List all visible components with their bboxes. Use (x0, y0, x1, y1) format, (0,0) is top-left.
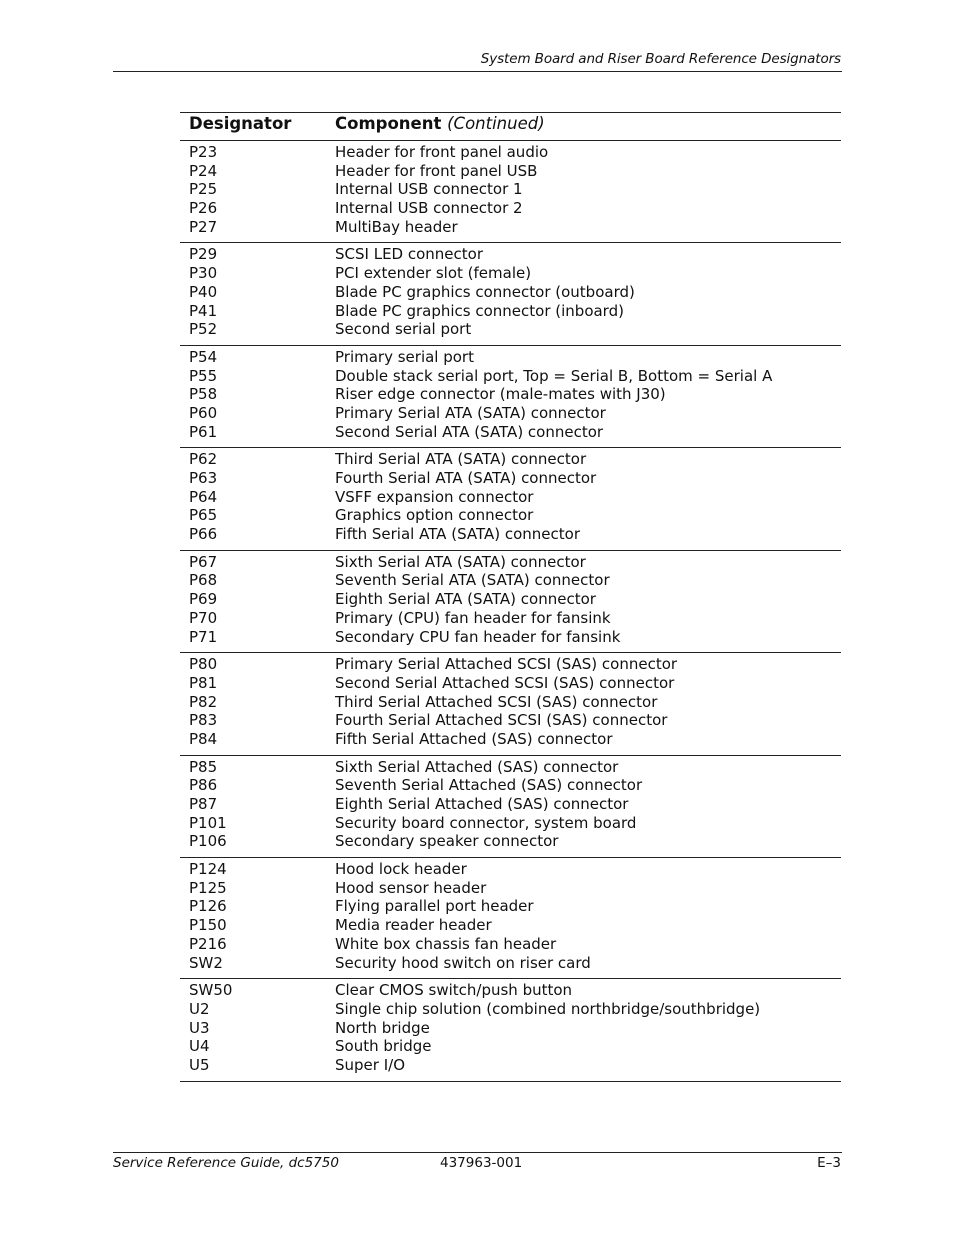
component-cell: Blade PC graphics connector (inboard) (335, 301, 624, 320)
component-cell: Blade PC graphics connector (outboard) (335, 282, 635, 301)
column-header-component-label: Component (335, 114, 442, 133)
designator-cell: P70 (189, 608, 218, 627)
table-row (180, 776, 841, 795)
component-cell: Primary (CPU) fan header for fansink (335, 608, 611, 627)
running-header: System Board and Riser Board Reference Designators (480, 51, 841, 67)
table-header (180, 112, 841, 141)
designator-cell: P86 (189, 776, 218, 795)
table-row (180, 571, 841, 590)
designator-cell: P101 (189, 813, 227, 832)
footer-page-number: E–3 (817, 1155, 841, 1171)
table-row (180, 180, 841, 199)
component-cell: Flying parallel port header (335, 897, 534, 916)
table-row (180, 1019, 841, 1038)
component-cell: Security board connector, system board (335, 813, 637, 832)
table-row (180, 162, 841, 181)
designator-cell: P85 (189, 757, 218, 776)
component-cell: Clear CMOS switch/push button (335, 981, 573, 1000)
designator-cell: P67 (189, 552, 218, 571)
component-cell: Header for front panel audio (335, 143, 549, 161)
table-row (180, 730, 841, 749)
designator-cell: P71 (189, 627, 218, 646)
designator-cell: U5 (189, 1055, 210, 1074)
designator-cell: P41 (189, 301, 218, 320)
component-cell: Second Serial Attached SCSI (SAS) connector (335, 673, 675, 692)
designator-cell: P66 (189, 525, 218, 544)
designator-cell: P54 (189, 347, 218, 366)
designator-cell: P87 (189, 795, 218, 813)
component-cell: North bridge (335, 1018, 430, 1037)
component-cell: PCI extender slot (female) (335, 264, 532, 283)
designator-cell: P26 (189, 199, 218, 218)
component-cell: Secondary CPU fan header for fansink (335, 627, 621, 646)
designator-cell: P55 (189, 366, 218, 385)
component-cell: SCSI LED connector (335, 245, 484, 264)
table-row (180, 590, 841, 609)
component-cell: Internal USB connector 2 (335, 199, 523, 218)
table-row-group (180, 141, 841, 243)
table-row-group (180, 979, 841, 1081)
table-row (180, 832, 841, 851)
footer-part-number: 437963-001 (440, 1155, 523, 1171)
table-row (180, 879, 841, 898)
table-row-group (180, 243, 841, 345)
table-row (180, 655, 841, 674)
designator-cell: P80 (189, 655, 218, 674)
designator-cell: P63 (189, 469, 218, 487)
component-cell: Sixth Serial ATA (SATA) connector (335, 552, 586, 571)
component-cell: Seventh Serial Attached (SAS) connector (335, 776, 643, 795)
component-cell: Eighth Serial Attached (SAS) connector (335, 795, 629, 813)
component-cell: VSFF expansion connector (335, 487, 534, 506)
designator-cell: P84 (189, 729, 218, 748)
designator-cell: U2 (189, 999, 210, 1018)
continued-note: (Continued) (447, 114, 545, 133)
component-cell: Secondary speaker connector (335, 832, 559, 851)
component-cell: Second serial port (335, 320, 472, 339)
footer-rule (113, 1152, 842, 1153)
component-cell: Single chip solution (combined northbridge/southbridge) (335, 999, 761, 1018)
designator-cell: SW2 (189, 953, 223, 972)
table-body (180, 141, 841, 1082)
designator-cell: P124 (189, 860, 227, 879)
designator-cell: P83 (189, 711, 218, 730)
component-cell: Primary serial port (335, 347, 474, 366)
table-row (180, 981, 841, 1000)
table-row (180, 218, 841, 237)
component-cell: Graphics option connector (335, 506, 534, 525)
component-cell: Fifth Serial Attached (SAS) connector (335, 729, 613, 748)
table-row (180, 628, 841, 647)
designator-cell: P24 (189, 161, 218, 180)
table-row (180, 1037, 841, 1056)
table-row-group (180, 551, 841, 653)
component-cell: Security hood switch on riser card (335, 953, 591, 972)
table-row (180, 199, 841, 218)
footer-guide-title: Service Reference Guide, dc5750 (113, 1155, 339, 1171)
table-row (180, 1000, 841, 1019)
designator-cell: P62 (189, 450, 218, 469)
table-row (180, 450, 841, 469)
table-row-group (180, 653, 841, 755)
table-row (180, 385, 841, 404)
designator-cell: P61 (189, 422, 218, 441)
table-row (180, 143, 841, 162)
table-row (180, 302, 841, 321)
table-row (180, 814, 841, 833)
designator-cell: SW50 (189, 981, 233, 1000)
designator-cell: P81 (189, 673, 218, 692)
designator-cell: U4 (189, 1037, 210, 1056)
table-row (180, 469, 841, 488)
table-row (180, 954, 841, 973)
table-row (180, 860, 841, 879)
component-cell: Media reader header (335, 916, 492, 935)
component-cell: Riser edge connector (male-mates with J30) (335, 385, 666, 404)
designator-table (180, 112, 841, 1082)
designator-cell: P30 (189, 264, 218, 283)
designator-cell: U3 (189, 1018, 210, 1037)
component-cell: Header for front panel USB (335, 161, 538, 180)
table-row (180, 758, 841, 777)
table-row-group (180, 346, 841, 448)
table-row-group (180, 858, 841, 979)
component-cell: White box chassis fan header (335, 934, 557, 953)
component-cell: Eighth Serial ATA (SATA) connector (335, 590, 596, 609)
table-row (180, 795, 841, 814)
header-rule (113, 71, 842, 72)
column-header-designator: Designator (189, 114, 292, 133)
designator-cell: P216 (189, 934, 227, 953)
table-row (180, 245, 841, 264)
table-row (180, 488, 841, 507)
designator-cell: P64 (189, 487, 218, 506)
table-row-group (180, 756, 841, 858)
designator-cell: P82 (189, 692, 218, 711)
designator-cell: P40 (189, 282, 218, 301)
table-row (180, 674, 841, 693)
table-row (180, 711, 841, 730)
designator-cell: P52 (189, 320, 218, 339)
table-row (180, 525, 841, 544)
component-cell: Primary Serial ATA (SATA) connector (335, 403, 606, 422)
designator-cell: P106 (189, 832, 227, 851)
designator-cell: P60 (189, 403, 218, 422)
component-cell: MultiBay header (335, 217, 458, 236)
designator-cell: P68 (189, 571, 218, 590)
component-cell: Second Serial ATA (SATA) connector (335, 422, 604, 441)
designator-cell: P125 (189, 878, 227, 897)
designator-cell: P27 (189, 217, 218, 236)
designator-cell: P150 (189, 916, 227, 935)
designator-cell: P69 (189, 590, 218, 609)
table-row (180, 423, 841, 442)
table-row (180, 283, 841, 302)
component-cell: Seventh Serial ATA (SATA) connector (335, 571, 610, 590)
component-cell: Fourth Serial Attached SCSI (SAS) connector (335, 711, 668, 730)
table-row (180, 367, 841, 386)
table-row (180, 264, 841, 283)
component-cell: Sixth Serial Attached (SAS) connector (335, 757, 619, 776)
table-row (180, 506, 841, 525)
component-cell: Third Serial Attached SCSI (SAS) connector (335, 692, 658, 711)
component-cell: Hood sensor header (335, 878, 487, 897)
table-row (180, 897, 841, 916)
component-cell: Third Serial ATA (SATA) connector (335, 450, 587, 469)
column-header-component (335, 114, 545, 133)
component-cell: South bridge (335, 1037, 432, 1056)
component-cell: Double stack serial port, Top = Serial B, Bottom = Serial A (335, 366, 773, 385)
table-row (180, 553, 841, 572)
table-row (180, 320, 841, 339)
designator-cell: P65 (189, 506, 218, 525)
designator-cell: P126 (189, 897, 227, 916)
table-row (180, 916, 841, 935)
component-cell: Hood lock header (335, 860, 467, 879)
table-row (180, 404, 841, 423)
component-cell: Super I/O (335, 1055, 405, 1074)
component-cell: Fifth Serial ATA (SATA) connector (335, 525, 580, 544)
table-row (180, 935, 841, 954)
designator-cell: P23 (189, 143, 218, 161)
table-row-group (180, 448, 841, 550)
designator-cell: P29 (189, 245, 218, 264)
table-row (180, 693, 841, 712)
component-cell: Primary Serial Attached SCSI (SAS) connector (335, 655, 678, 674)
component-cell: Internal USB connector 1 (335, 180, 523, 199)
component-cell: Fourth Serial ATA (SATA) connector (335, 469, 597, 487)
designator-cell: P58 (189, 385, 218, 404)
table-row (180, 1056, 841, 1075)
designator-cell: P25 (189, 180, 218, 199)
table-row (180, 348, 841, 367)
table-row (180, 609, 841, 628)
